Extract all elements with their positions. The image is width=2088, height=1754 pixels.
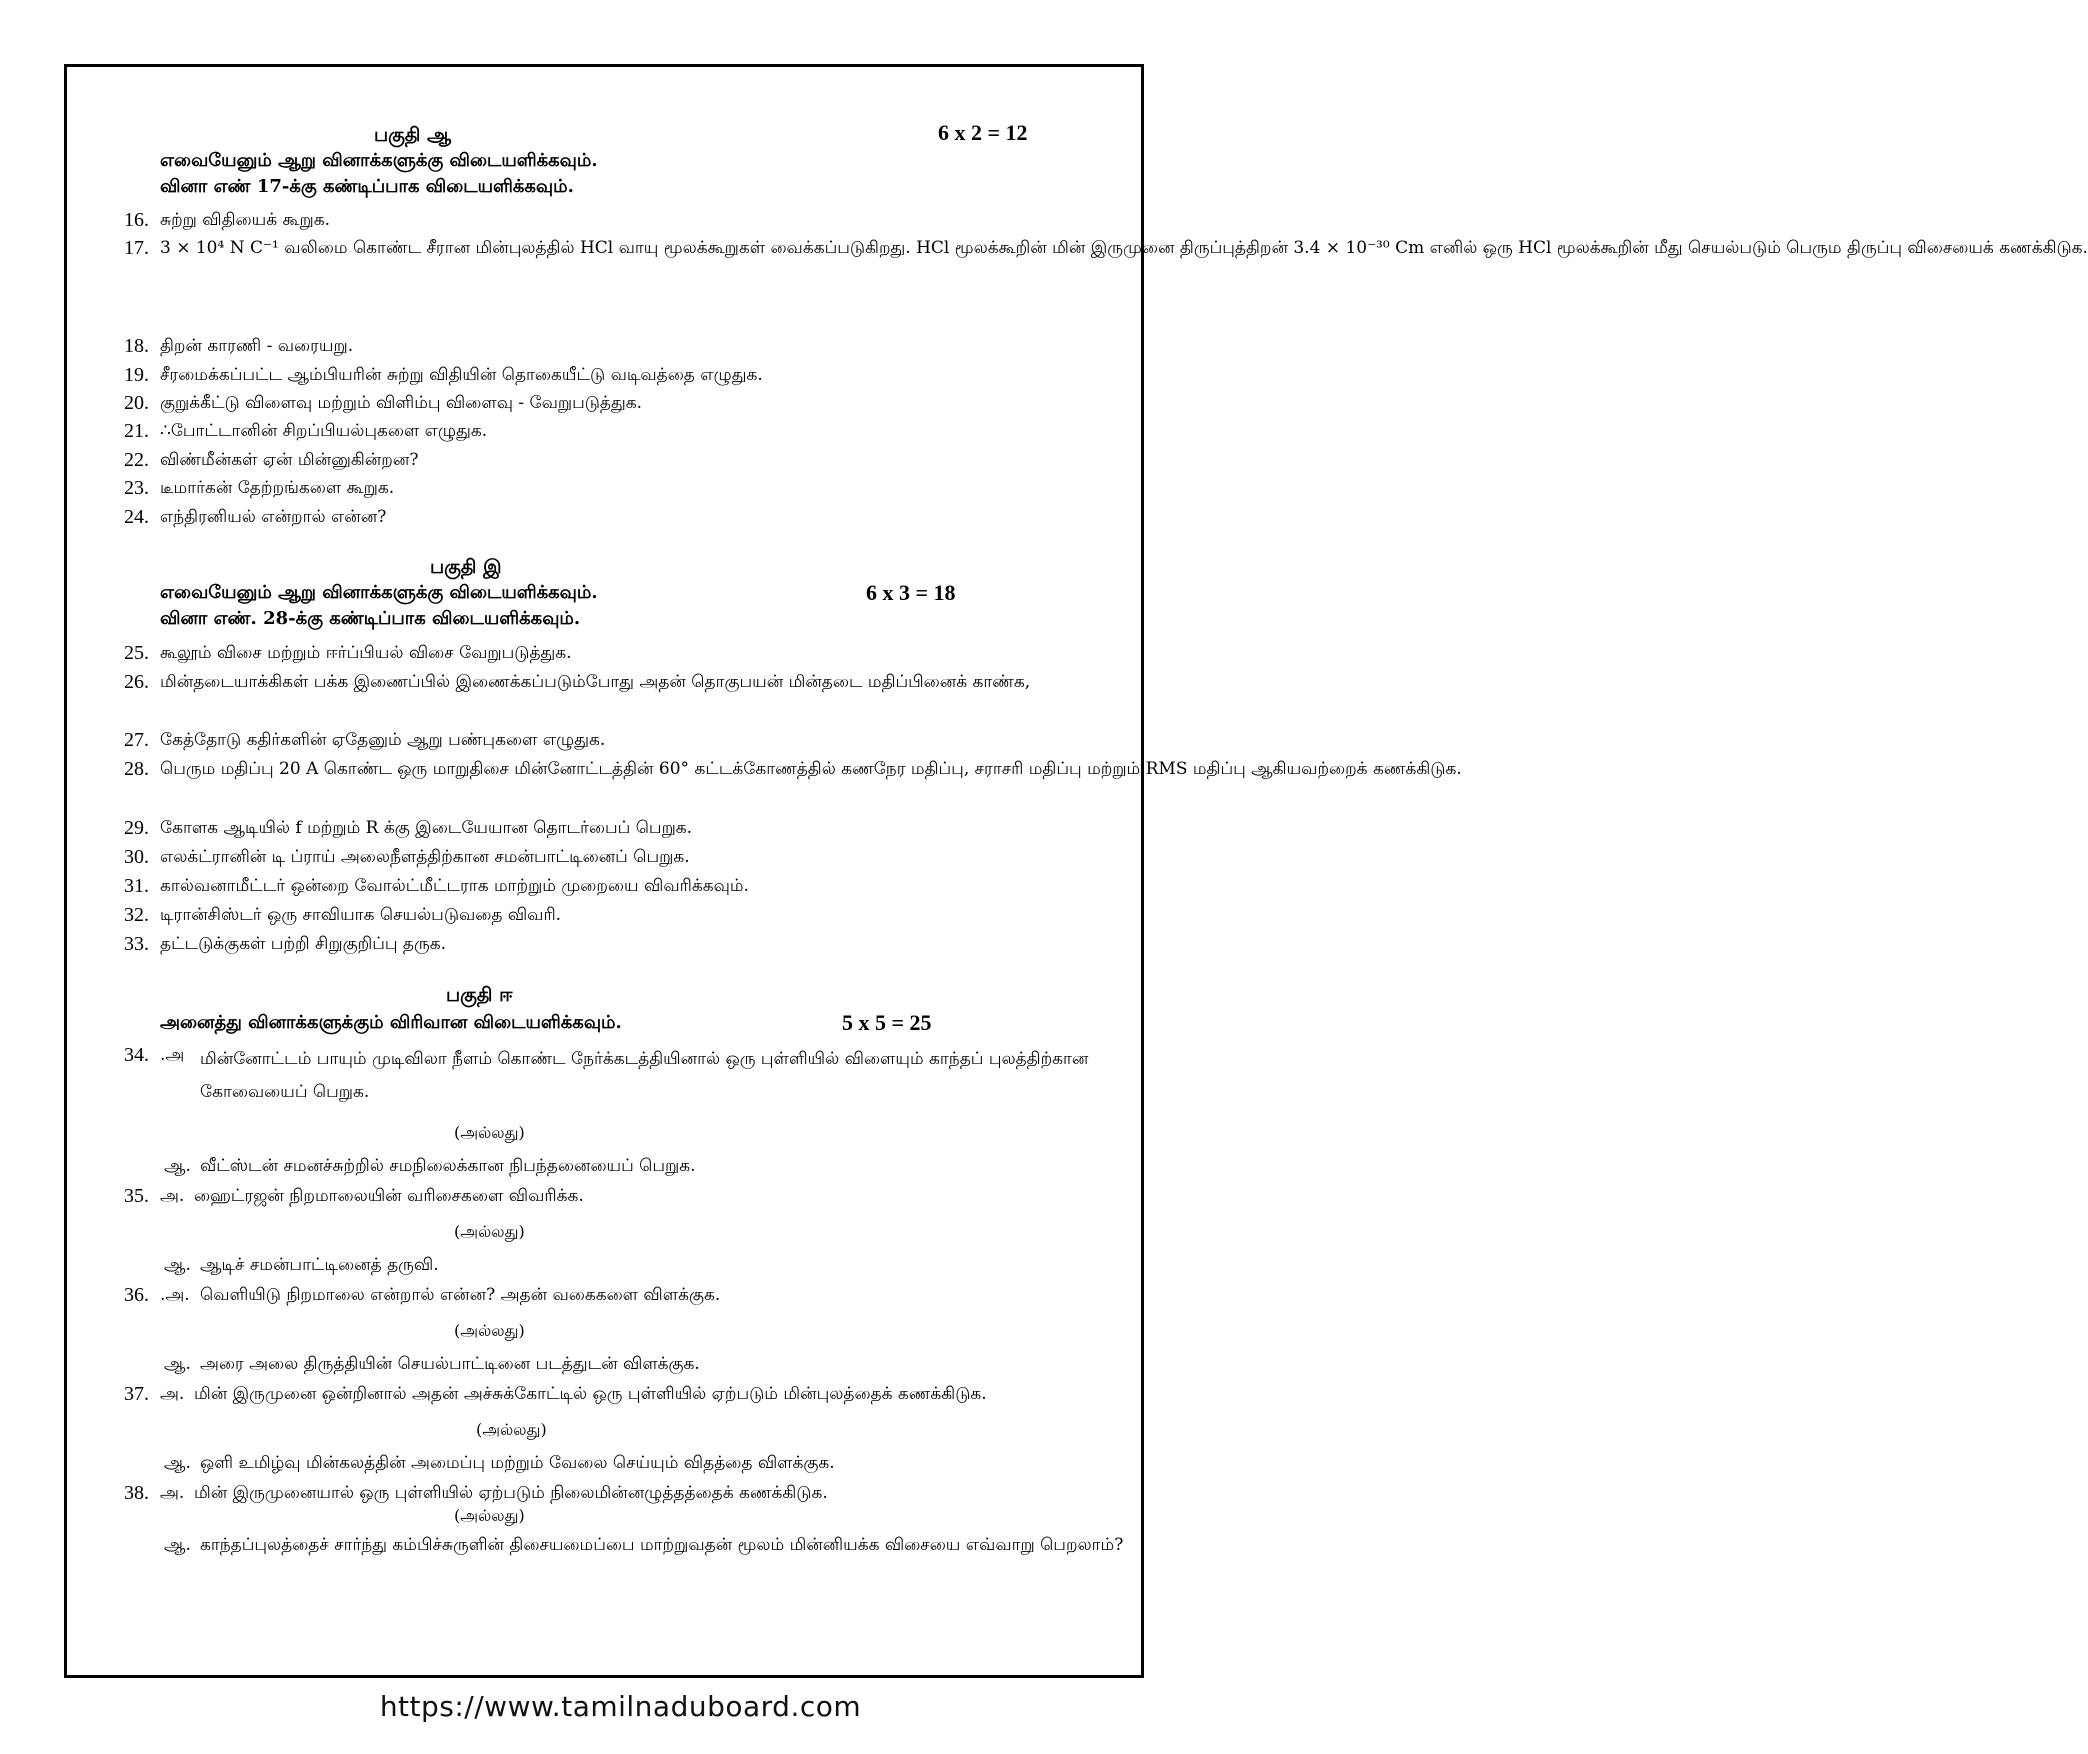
or-label: (அல்லது) <box>454 1222 525 1241</box>
question-text: கூலூம் விசை மற்றும் ஈர்ப்பியல் விசை வேறுபடுத்துக. <box>160 643 572 663</box>
question-option-a <box>160 1478 828 1508</box>
question-number: 21. <box>124 420 149 442</box>
section-b-instruction-2: வினா எண் 17-க்கு கண்டிப்பாக விடையளிக்கவும். <box>160 176 574 197</box>
question-text: குறுக்கீட்டு விளைவு மற்றும் விளிம்பு விளைவு - வேறுபடுத்துக. <box>160 393 642 413</box>
question-number: 16. <box>124 209 149 231</box>
question-34-option-a: மின்னோட்டம் பாயும் முடிவிலா நீளம் கொண்ட நேர்க்கடத்தியினால் ஒரு புள்ளியில் விளையும் காந்தப் புலத்திற்கான கோவையைப் பெறுக. <box>200 1049 1089 1102</box>
option-text: காந்தப்புலத்தைச் சார்ந்து கம்பிச்சுருளின் திசையமைப்பை மாற்றுவதன் மூலம் மின்னியக்க விசையை எவ்வாறு பெறலாம்? <box>200 1535 1124 1555</box>
or-label: (அல்லது) <box>476 1420 547 1439</box>
option-text: ஆடிச் சமன்பாட்டினைத் தருவி. <box>200 1255 439 1275</box>
question-number: 28. <box>124 758 149 780</box>
section-c-title: பகுதி இ <box>430 556 502 578</box>
question-number: 32. <box>124 904 149 926</box>
footer-url[interactable]: https://www.tamilnaduboard.com <box>379 1690 862 1723</box>
option-label: ஆ. <box>164 1255 191 1275</box>
question-number: 35. <box>124 1185 149 1207</box>
question-number: 23. <box>124 477 149 499</box>
question-number: 34. <box>124 1044 149 1066</box>
question-number: 36. <box>124 1284 149 1306</box>
section-c-instruction-2: வினா எண். 28-க்கு கண்டிப்பாக விடையளிக்கவும். <box>160 608 581 629</box>
section-d-instruction-1: அனைத்து வினாக்களுக்கும் விரிவான விடையளிக்கவும். <box>160 1012 622 1033</box>
question-option-a <box>160 1280 720 1310</box>
section-d-marks: 5 x 5 = 25 <box>842 1010 932 1035</box>
question-number: 17. <box>124 237 149 259</box>
question-text: ∴போட்டானின் சிறப்பியல்புகளை எழுதுக. <box>160 421 488 441</box>
question-text: சீரமைக்கப்பட்ட ஆம்பியரின் சுற்று விதியின் தொகையீட்டு வடிவத்தை எழுதுக. <box>160 365 763 385</box>
option-label: ஆ. <box>164 1354 191 1374</box>
option-label: ஆ. <box>164 1156 191 1176</box>
question-option-a-label: .அ <box>160 1045 185 1065</box>
question-number: 18. <box>124 335 149 357</box>
option-text: வீட்ஸ்டன் சமனச்சுற்றில் சமநிலைக்கான நிபந்தனையைப் பெறுக. <box>200 1156 696 1176</box>
question-36-option-b <box>164 1354 700 1376</box>
question-number: 29. <box>124 817 149 839</box>
option-text: அரை அலை திருத்தியின் செயல்பாட்டினை படத்துடன் விளக்குக. <box>200 1354 700 1374</box>
question-number: 33. <box>124 933 149 955</box>
question-number: 27. <box>124 729 149 751</box>
question-number: 25. <box>124 642 149 664</box>
option-text: மின் இருமுனையால் ஒரு புள்ளியில் ஏற்படும் நிலைமின்னழுத்தத்தைக் கணக்கிடுக. <box>194 1483 828 1503</box>
question-number: 22. <box>124 449 149 471</box>
question-35-option-b <box>164 1255 439 1277</box>
option-text: ஒளி உமிழ்வு மின்கலத்தின் அமைப்பு மற்றும் வேலை செய்யும் விதத்தை விளக்குக. <box>200 1453 835 1473</box>
section-b-title: பகுதி ஆ <box>374 124 452 146</box>
question-number: 26. <box>124 671 149 693</box>
question-number: 20. <box>124 392 149 414</box>
or-label: (அல்லது) <box>454 1321 525 1340</box>
option-text: மின் இருமுனை ஒன்றினால் அதன் அச்சுக்கோட்டில் ஒரு புள்ளியில் ஏற்படும் மின்புலத்தைக் கணக்கிடுக. <box>194 1384 987 1404</box>
section-b-instruction-1: எவையேனும் ஆறு வினாக்களுக்கு விடையளிக்கவும். <box>160 150 598 171</box>
question-number: 24. <box>124 506 149 528</box>
question-38-option-b <box>164 1532 1150 1559</box>
question-number: 31. <box>124 875 149 897</box>
question-text: டீமார்கன் தேற்றங்களை கூறுக. <box>160 478 395 498</box>
question-text: 3 × 10⁴ N C⁻¹ வலிமை கொண்ட சீரான மின்புலத்தில் HCl வாயு மூலக்கூறுகள் வைக்கப்படுகிறது. HCl மூலக்கூறின் மின் இருமுனை திருப்புத்திறன் 3.4 × 10⁻³⁰ Cm எனில் ஒரு HCl மூலக்கூறின் மீது செயல்படும் பெரும திருப்பு விசையைக் கணக்கிடுக. <box>160 238 2088 258</box>
question-option-a <box>160 1379 987 1409</box>
question-text: கேத்தோடு கதிர்களின் ஏதேனும் ஆறு பண்புகளை எழுதுக. <box>160 730 606 750</box>
option-label: அ. <box>160 1186 185 1206</box>
section-b-marks: 6 x 2 = 12 <box>938 120 1028 145</box>
question-text: எந்திரனியல் என்றால் என்ன? <box>160 507 387 527</box>
option-label: .அ. <box>160 1285 190 1305</box>
section-c-instruction-1: எவையேனும் ஆறு வினாக்களுக்கு விடையளிக்கவும். <box>160 582 598 603</box>
question-text: பெரும மதிப்பு 20 A கொண்ட ஒரு மாறுதிசை மின்னோட்டத்தின் 60° கட்டக்கோணத்தில் கணநேர மதிப்பு, சராசரி மதிப்பு மற்றும் RMS மதிப்பு ஆகியவற்றைக் கணக்கிடுக. <box>160 759 1462 779</box>
or-label: (அல்லது) <box>454 1506 525 1525</box>
question-option-a <box>160 1181 584 1211</box>
question-text: விண்மீன்கள் ஏன் மின்னுகின்றன? <box>160 450 419 470</box>
question-number: 37. <box>124 1383 149 1405</box>
question-text: திறன் காரணி - வரையறு. <box>160 336 354 356</box>
question-number: 38. <box>124 1482 149 1504</box>
question-text: மின்தடையாக்கிகள் பக்க இணைப்பில் இணைக்கப்படும்போது அதன் தொகுபயன் மின்தடை மதிப்பினைக் காண்க, <box>160 672 1031 692</box>
or-label: (அல்லது) <box>454 1123 525 1142</box>
question-37-option-b <box>164 1453 835 1475</box>
question-text: கோளக ஆடியில் f மற்றும் R க்கு இடையேயான தொடர்பைப் பெறுக. <box>160 818 693 838</box>
question-34-option-b <box>164 1156 696 1178</box>
question-text: எலக்ட்ரானின் டி ப்ராய் அலைநீளத்திற்கான சமன்பாட்டினைப் பெறுக. <box>160 847 690 867</box>
option-label: அ. <box>160 1483 185 1503</box>
option-label: ஆ. <box>164 1453 191 1473</box>
option-label: ஆ. <box>164 1535 191 1555</box>
question-number: 30. <box>124 846 149 868</box>
question-text: தட்டடுக்குகள் பற்றி சிறுகுறிப்பு தருக. <box>160 934 447 954</box>
option-label: அ. <box>160 1384 185 1404</box>
section-c-marks: 6 x 3 = 18 <box>866 580 956 605</box>
question-text: கால்வனாமீட்டர் ஒன்றை வோல்ட்மீட்டராக மாற்றும் முறையை விவரிக்கவும். <box>160 876 749 896</box>
option-text: வெளியிடு நிறமாலை என்றால் என்ன? அதன் வகைகளை விளக்குக. <box>200 1285 721 1305</box>
section-d-title: பகுதி ஈ <box>446 984 513 1006</box>
option-text: ஹைட்ரஜன் நிறமாலையின் வரிசைகளை விவரிக்க. <box>194 1186 584 1206</box>
question-text: சுற்று விதியைக் கூறுக. <box>160 210 331 230</box>
question-text: டிரான்சிஸ்டர் ஒரு சாவியாக செயல்படுவதை விவரி. <box>160 905 562 925</box>
question-number: 19. <box>124 364 149 386</box>
